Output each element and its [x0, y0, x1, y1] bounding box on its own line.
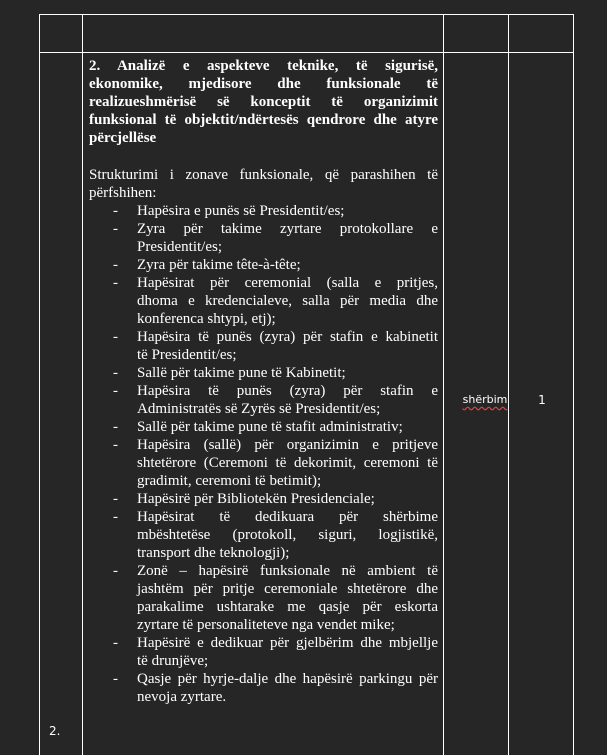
- list-item: [89, 256, 438, 274]
- list-item-line: transport dhe teknologji);: [137, 545, 290, 561]
- functional-zones-list: [89, 202, 438, 706]
- dash-bullet: -: [113, 491, 118, 507]
- list-item-line: Hapësira (sallë) për organizimin e pritjeve: [137, 437, 438, 453]
- list-item-line: Hapësirat të dedikuara për shërbime: [137, 509, 438, 525]
- list-item: [89, 634, 438, 670]
- heading-line: ekonomike, mjedisore dhe funksionale të: [89, 76, 438, 92]
- list-item-line: të drunjëve;: [137, 653, 209, 669]
- heading-line: përcjellëse: [89, 130, 157, 146]
- unit-cell: shërbim: [462, 393, 508, 406]
- list-item-line: konferenca shtypi, etj);: [137, 311, 276, 327]
- dash-bullet: -: [113, 203, 118, 219]
- list-item-line: Zonë – hapësirë funksionale në ambient të: [137, 563, 438, 579]
- column-divider: [82, 15, 83, 755]
- dash-bullet: -: [113, 635, 118, 651]
- list-item-line: Administratës së Zyrës së Presidentit/es;: [137, 401, 381, 417]
- list-item-line: Sallë për takime pune të stafit administrativ;: [137, 419, 403, 435]
- description-cell: [89, 57, 438, 706]
- list-item-line: Zyra për takime zyrtare protokollare e: [137, 221, 438, 237]
- column-divider: [508, 15, 509, 755]
- list-item: [89, 364, 438, 382]
- heading-line: realizueshmërisë së konceptit të organizimit: [89, 94, 438, 110]
- list-item: [89, 274, 438, 328]
- list-item-line: Sallë për takime pune të Kabinetit;: [137, 365, 346, 381]
- list-item-line: Zyra për takime tête-à-tête;: [137, 257, 301, 273]
- list-item-line: Hapësirat për ceremonial (salla e pritjes,: [137, 275, 438, 291]
- list-item: [89, 202, 438, 220]
- list-item-line: nevoja zyrtare.: [137, 689, 227, 705]
- list-item: [89, 220, 438, 256]
- dash-bullet: -: [113, 221, 118, 237]
- list-item-line: zyrtare të personaliteteve nga vendet mike;: [137, 617, 395, 633]
- dash-bullet: -: [113, 257, 118, 273]
- dash-bullet: -: [113, 563, 118, 579]
- list-item-line: jashtëm për pritje ceremoniale shtetërore dhe: [137, 581, 438, 597]
- list-item-line: Hapësirë për Bibliotekën Presidenciale;: [137, 491, 375, 507]
- intro-line: përfshihen:: [89, 185, 157, 201]
- row-divider: [40, 52, 573, 53]
- intro-line: Strukturimi i zonave funksionale, që parashihen të: [89, 167, 438, 183]
- row-number: 2.: [49, 724, 61, 738]
- list-item: [89, 670, 438, 706]
- list-item: [89, 418, 438, 436]
- list-item: [89, 490, 438, 508]
- list-item-line: gradimit, ceremoni të betimit);: [137, 473, 322, 489]
- list-item-line: Hapësirë e dedikuar për gjelbërim dhe mbjellje: [137, 635, 438, 651]
- list-item-line: mbështetëse (protokoll, siguri, logjistikë,: [137, 527, 438, 543]
- list-item: [89, 382, 438, 418]
- dash-bullet: -: [113, 365, 118, 381]
- dash-bullet: -: [113, 509, 118, 525]
- specification-table: [39, 14, 574, 755]
- dash-bullet: -: [113, 437, 118, 453]
- dash-bullet: -: [113, 329, 118, 345]
- dash-bullet: -: [113, 419, 118, 435]
- dash-bullet: -: [113, 275, 118, 291]
- list-item-line: parakalime ushtarake me qasje për eskorta: [137, 599, 438, 615]
- list-item-line: shtetërore (Ceremoni të dekorimit, ceremoni të: [137, 455, 438, 471]
- list-item-line: Hapësira të punës (zyra) për stafin e kabinetit: [137, 329, 438, 345]
- list-item-line: Presidentit/es;: [137, 239, 222, 255]
- section-heading: [89, 57, 438, 147]
- list-item-line: të Presidentit/es;: [137, 347, 237, 363]
- list-item: [89, 562, 438, 634]
- heading-line: funksional të objektit/ndërtesës qendrore dhe atyre: [89, 112, 438, 128]
- intro-paragraph: [89, 166, 438, 202]
- list-item: [89, 436, 438, 490]
- list-item: [89, 508, 438, 562]
- list-item-line: Hapësira e punës së Presidentit/es;: [137, 203, 345, 219]
- heading-line: 2. Analizë e aspekteve teknike, të sigurisë,: [89, 58, 438, 74]
- column-divider: [443, 15, 444, 755]
- list-item-line: Hapësira të punës (zyra) për stafin e: [137, 383, 438, 399]
- quantity-cell: 1: [538, 393, 546, 407]
- dash-bullet: -: [113, 671, 118, 687]
- list-item-line: dhoma e kredencialeve, salla për media dhe: [137, 293, 438, 309]
- dash-bullet: -: [113, 383, 118, 399]
- list-item-line: Qasje për hyrje-dalje dhe hapësirë parkingu për: [137, 671, 438, 687]
- list-item: [89, 328, 438, 364]
